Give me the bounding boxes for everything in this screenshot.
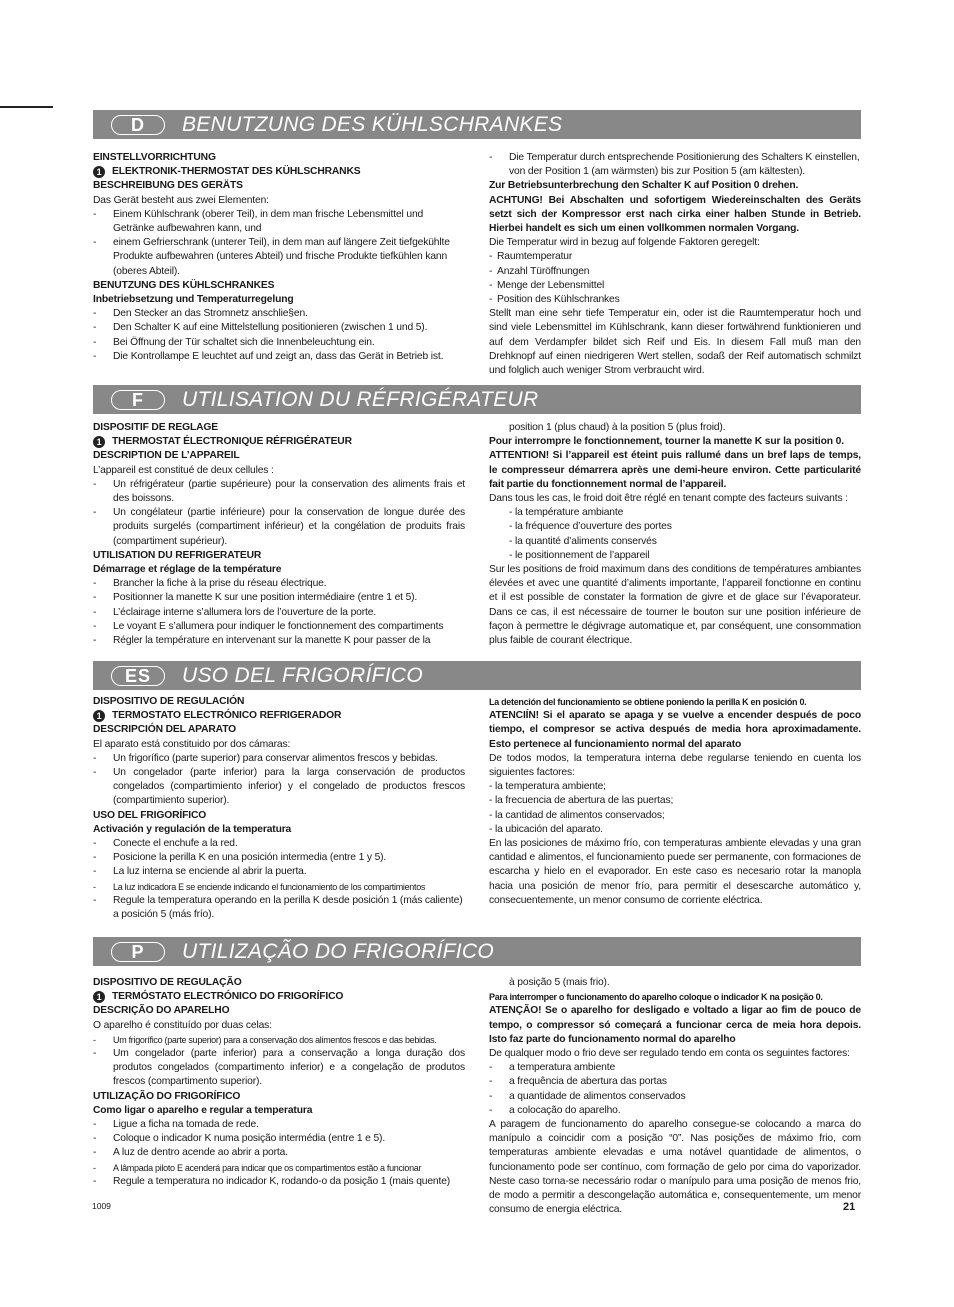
- section-es-left-column: [93, 695, 465, 922]
- document-code: 1009: [92, 1201, 111, 1211]
- list-item: - le positionnement de l’appareil: [509, 549, 650, 561]
- language-badge: P: [111, 942, 165, 962]
- section-banner-es: [93, 661, 861, 690]
- section-f-right-column: [489, 421, 861, 648]
- heading: Como ligar o aparelho e regular a temperatura: [93, 1104, 313, 1116]
- list-item: - Anzahl Türöffnungen: [489, 265, 861, 279]
- paragraph: - la ubicación del aparato.: [489, 823, 603, 835]
- list-item: - Coloque o indicador K numa posição intermédia (entre 1 e 5).: [93, 1132, 465, 1146]
- heading: BENUTZUNG DES KÜHLSCHRANKES: [93, 279, 275, 291]
- numbered-heading: [93, 435, 465, 449]
- section-banner-d: [93, 110, 861, 139]
- list-item: - Um frigorífico (parte superior) para a conservação dos alimentos frescos e das bebidas.: [93, 1033, 465, 1047]
- numbered-heading: [93, 709, 465, 723]
- heading: DISPOSITIVO DE REGULAÇÃO: [93, 977, 242, 988]
- section-p-right-column: [489, 976, 861, 1217]
- heading: DISPOSITIF DE REGLAGE: [93, 422, 219, 433]
- list-item: - Position des Kühlschrankes: [489, 293, 861, 307]
- section-title: USO DEL FRIGORÍFICO: [182, 664, 424, 687]
- section-banner-p: [93, 937, 861, 966]
- top-rule: [0, 106, 53, 108]
- section-p-left-column: [93, 976, 465, 1189]
- list-item: - Un congelador (parte inferior) para la larga conservación de productos congelados (compartimiento inferior) y el congelado de productos frescos (compartimiento superior).: [93, 766, 465, 809]
- paragraph: O aparelho é constituído por duas celas:: [93, 1019, 272, 1031]
- numbered-heading-text: ELEKTRONIK-THERMOSTAT DES KÜHLSCHRANKS: [112, 166, 361, 178]
- heading: DESCRIÇÃO DO APARELHO: [93, 1005, 230, 1017]
- heading: Activación y regulación de la temperatura: [93, 823, 292, 835]
- list-item: - einem Gefrierschrank (unterer Teil), in dem man auf längere Zeit tiefgekühlte Produkte aufbewahren (unteres Abteil) und frische Produkte tiefkühlen kann (oberes Abteil).: [93, 236, 465, 279]
- heading: UTILISATION DU REFRIGERATEUR: [93, 549, 262, 561]
- list-item: - La luz indicadora E se enciende indicando el funcionamiento de los compartimientos: [93, 880, 465, 894]
- number-badge-icon: 1: [93, 166, 105, 178]
- bold-paragraph: ATENCIÍN! Si el aparato se apaga y se vuelve a encender después de poco tiempo, el compresor se activa después de media hora aproximadamente. Esto pertenece al funcionamiento normal del aparato: [489, 710, 861, 750]
- list-item: - Raumtemperatur: [489, 250, 861, 264]
- paragraph: De todos modos, la temperatura interna debe regularse teniendo en cuenta los siguientes factores:: [489, 752, 861, 779]
- list-item: - Den Schalter K auf eine Mittelstellung positionieren (zwischen 1 und 5).: [93, 321, 465, 335]
- list-item: - L’éclairage interne s’allumera lors de l’ouverture de la porte.: [93, 606, 465, 620]
- number-badge-icon: 1: [93, 436, 105, 448]
- section-banner-f: [93, 385, 861, 414]
- list-item: - La luz interna se enciende al abrir la puerta.: [93, 865, 465, 879]
- list-item: - Ligue a ficha na tomada de rede.: [93, 1118, 465, 1132]
- list-item: - a colocação do aparelho.: [489, 1104, 861, 1118]
- numbered-heading-text: TERMOSTATO ELECTRÓNICO REFRIGERADOR: [112, 710, 342, 722]
- list-item: - Regule la temperatura operando en la perilla K desde posición 1 (más caliente) a posición 5 (más frío).: [93, 894, 465, 922]
- paragraph: El aparato está constituido por dos cámaras:: [93, 738, 291, 750]
- list-item: - Einem Kühlschrank (oberer Teil), in dem man frische Lebensmittel und Getränke aufbewahren kann, und: [93, 208, 465, 236]
- paragraph: - la frecuencia de abertura de las puertas;: [489, 795, 674, 807]
- section-title: UTILISATION DU RÉFRIGÉRATEUR: [182, 388, 539, 411]
- language-badge: D: [111, 115, 165, 135]
- paragraph: Stellt man eine sehr tiefe Temperatur ein, oder ist die Raumtemperatur hoch und sind viele Lebensmittel im Kühlschrank, kann dieser fortwährend funktionieren und auf dem Verdampfer bildet sich Reif und Eis. In diesem Fall muß man den Drehknopf auf einen niedrigeren Wert stellen, sodaß der Reif automatisch schmilzt und folglich auch weniger Strom verbraucht wird.: [489, 308, 861, 377]
- list-item: - a temperatura ambiente: [489, 1061, 861, 1075]
- heading: UTILIZAÇÃO DO FRIGORÍFICO: [93, 1090, 241, 1102]
- list-item: - Conecte el enchufe a la red.: [93, 837, 465, 851]
- heading: BESCHREIBUNG DES GERÄTS: [93, 180, 243, 192]
- paragraph: - la temperatura ambiente;: [489, 781, 606, 793]
- bold-paragraph: ATENÇÃO! Se o aparelho for desligado e voltado a ligar ao fim de pouco de tempo, o compressor só começará a funcionar cerca de meia hora depois. Isto faz parte do funcionamento normal do aparelho: [489, 1005, 861, 1045]
- paragraph: Die Temperatur wird in bezug auf folgende Faktoren geregelt:: [489, 237, 760, 249]
- list-item: - Die Temperatur durch entsprechende Positionierung des Schalters K einstellen, von der Position 1 (am wärmsten) bis zur Position 5 (am kältesten).: [489, 151, 861, 179]
- bold-note: Para interromper o funcionamento do aparelho coloque o indicador K na posição 0.: [489, 992, 823, 1003]
- paragraph: L’appareil est constitué de deux cellules :: [93, 464, 274, 476]
- list-item: - Den Stecker an das Stromnetz anschlie§en.: [93, 307, 465, 321]
- paragraph: De qualquer modo o frio deve ser regulado tendo em conta os seguintes factores:: [489, 1048, 850, 1060]
- heading: USO DEL FRIGORÍFICO: [93, 809, 207, 821]
- list-item: - Brancher la fiche à la prise du réseau électrique.: [93, 577, 465, 591]
- section-title: UTILIZAÇÃO DO FRIGORÍFICO: [182, 940, 495, 963]
- paragraph: - la cantidad de alimentos conservados;: [489, 809, 665, 821]
- heading: EINSTELLVORRICHTUNG: [93, 152, 216, 163]
- list-item: - Un congélateur (partie inférieure) pour la conservation de longue durée des produits surgelés (compartiment inférieur) et la congélation de produits frais (compartiment supérieur).: [93, 506, 465, 549]
- list-item: - A luz de dentro acende ao abrir a porta.: [93, 1146, 465, 1160]
- list-item: - Le voyant E s’allumera pour indiquer le fonctionnement des compartiments: [93, 620, 465, 634]
- bold-note: La detención del funcionamiento se obtiene poniendo la perilla K en posición 0.: [489, 697, 807, 707]
- paragraph: En las posiciones de máximo frío, con temperaturas ambiente elevadas y una gran cantidad e alimentos, el funcionamiento puede ser permanente, con formaciones de escarcha y hielo en el evaporador. En este caso es necesario rotar la manopla hacia una posición de menor frío, para permitir el desescarche automático y, consecuentemente, un menor consumo de corriente eléctrica.: [489, 838, 861, 906]
- list-item: - Positionner la manette K sur une position intermédiaire (entre 1 et 5).: [93, 591, 465, 605]
- bold-paragraph: Pour interrompre le fonctionnement, tourner la manette K sur la position 0.: [489, 436, 844, 448]
- list-item: - a frequência de abertura das portas: [489, 1075, 861, 1089]
- list-item: - la température ambiante: [509, 507, 624, 519]
- paragraph: Das Gerät besteht aus zwei Elementen:: [93, 194, 269, 206]
- paragraph: Dans tous les cas, le froid doit être réglé en tenant compte des facteurs suivants :: [489, 493, 848, 505]
- heading: DESCRIPTION DE L’APPAREIL: [93, 450, 240, 462]
- numbered-heading: [93, 165, 465, 179]
- numbered-heading-text: THERMOSTAT ÉLECTRONIQUE RÉFRIGÉRATEUR: [112, 436, 352, 448]
- numbered-heading-text: TERMÓSTATO ELECTRÓNICO DO FRIGORÍFICO: [112, 991, 344, 1003]
- heading: DESCRIPCIÓN DEL APARATO: [93, 724, 237, 736]
- list-item: - Régler la température en intervenant sur la manette K pour passer de la: [93, 634, 465, 648]
- page-number: 21: [843, 1201, 856, 1213]
- bold-paragraph: ACHTUNG! Bei Abschalten und sofortigem Wiedereinschalten des Geräts setzt sich der Kompressor erst nach cirka einer halben Stunde in Betrieb. Hierbei handelt es sich um einen vollkommen normalen Vorgang.: [489, 194, 861, 235]
- section-d-left-column: [93, 151, 465, 364]
- list-item: à posição 5 (mais frio).: [509, 977, 610, 988]
- section-title: BENUTZUNG DES KÜHLSCHRANKES: [182, 113, 563, 136]
- numbered-heading: [93, 990, 465, 1004]
- heading: DISPOSITIVO DE REGULACIÓN: [93, 696, 245, 707]
- list-item: - A lâmpada piloto E acenderá para indicar que os compartimentos estão a funcionar: [93, 1161, 465, 1175]
- section-f-left-column: [93, 421, 465, 648]
- list-item: - Regule a temperatura no indicador K, rodando-o da posição 1 (mais quente): [93, 1175, 465, 1189]
- list-item: position 1 (plus chaud) à la position 5 (plus froid).: [509, 422, 726, 433]
- paragraph: Sur les positions de froid maximum dans des conditions de températures ambiantes élevées et avec une quantité d’aliments importante, l’appareil fonctionne en continu et il est possible de constater la formation de givre et de glace sur l’évaporateur. Dans ce cas, il est nécessaire de tourner le bouton sur une position inférieure de façon à permettre le dégivrage automatique et, par conséquent, une consommation plus faible de courant électrique.: [489, 564, 861, 647]
- heading: Inbetriebsetzung und Temperaturregelung: [93, 294, 294, 306]
- language-badge: ES: [111, 666, 165, 686]
- bold-paragraph: ATTENTION! Si l’appareil est éteint puis rallumé dans un bref laps de temps, le compresseur démarrera après une demi-heure environ. Cette particularité fait partie du fonctionnement normal de l’appareil.: [489, 450, 861, 490]
- list-item: - Menge der Lebensmittel: [489, 279, 861, 293]
- list-item: - Bei Öffnung der Tür schaltet sich die Innenbeleuchtung ein.: [93, 336, 465, 350]
- list-item: - Un réfrigérateur (partie supérieure) pour la conservation des aliments frais et des boissons.: [93, 478, 465, 506]
- number-badge-icon: 1: [93, 710, 105, 722]
- list-item: - a quantidade de alimentos conservados: [489, 1090, 861, 1104]
- list-item: - la fréquence d’ouverture des portes: [509, 521, 672, 533]
- list-item: - Posicione la perilla K en una posición intermedia (entre 1 y 5).: [93, 851, 465, 865]
- list-item: - Die Kontrollampe E leuchtet auf und zeigt an, dass das Gerät in Betrieb ist.: [93, 350, 465, 364]
- section-es-right-column: [489, 695, 861, 908]
- heading: Démarrage et réglage de la température: [93, 564, 282, 576]
- heading: Zur Betriebsunterbrechung den Schalter K auf Position 0 drehen.: [489, 180, 799, 192]
- list-item: - Um congelador (parte inferior) para a conservação a longa duração dos produtos congelados (compartimento inferior) e a congelação de produtos frescos (compartimento superior).: [93, 1047, 465, 1090]
- number-badge-icon: 1: [93, 991, 105, 1003]
- language-badge: F: [111, 390, 165, 410]
- list-item: - Un frigorífico (parte superior) para conservar alimentos frescos y bebidas.: [93, 752, 465, 766]
- section-d-right-column: [489, 151, 861, 378]
- paragraph: A paragem de funcionamento do aparelho consegue-se colocando a marca do manípulo a coincidir com a posição “0”. Nas posições de máximo frio, com temperaturas ambiente elevadas e uma notável quantidade de alimentos, o funcionamento pode ser contínuo, com formação de gelo por cima do vaporizador. Neste caso torna-se necessário rodar o manípulo para uma posição de menos frio, de modo a permitir a descongelação automática e, consequentemente, um menor consumo de energia eléctrica.: [489, 1119, 861, 1216]
- list-item: - la quantité d’aliments conservés: [509, 535, 657, 547]
